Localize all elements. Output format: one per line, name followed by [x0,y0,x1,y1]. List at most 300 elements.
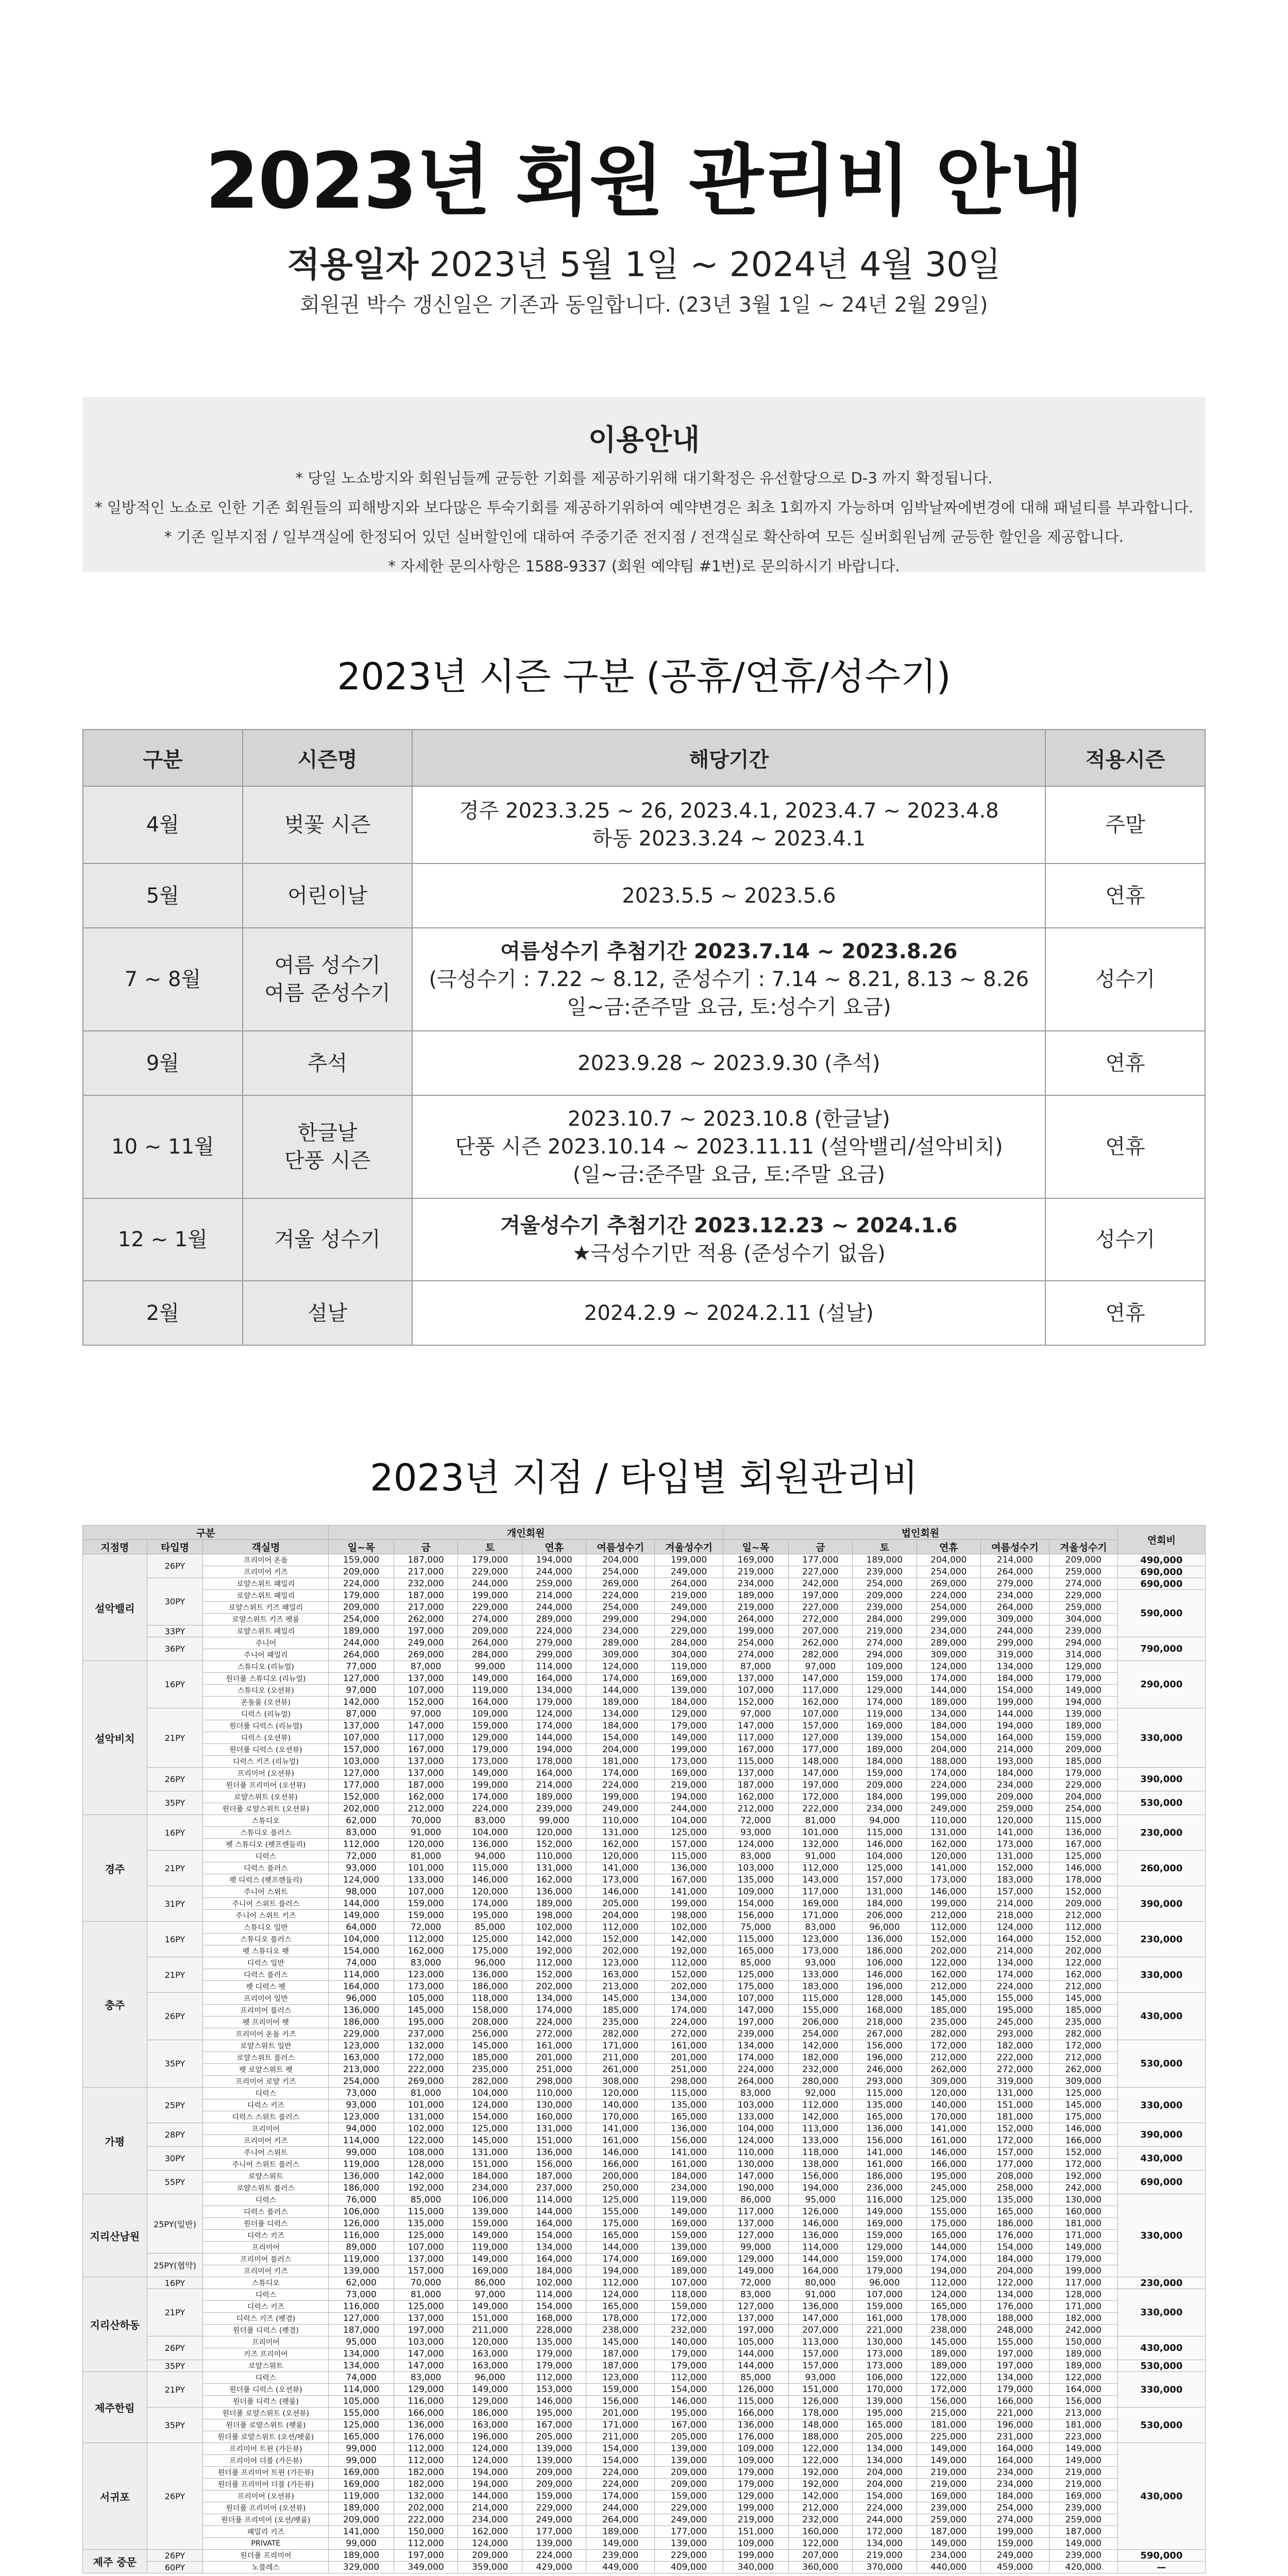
corporate-rate: 234,000 [917,1625,981,1637]
personal-rate: 202,000 [655,1981,723,1993]
personal-rate: 272,000 [655,2028,723,2040]
season-section-title: 2023년 시즌 구분 (공휴/연휴/성수기) [337,655,951,698]
personal-rate: 83,000 [329,1827,394,1839]
room-name: 로얄스위트 플러스 [203,2052,329,2064]
room-name: 프리미어 더블 (가든뷰) [203,2455,329,2467]
corporate-rate: 258,000 [981,2182,1049,2194]
room-name: 주니어 스위트 [203,1886,329,1898]
personal-rate: 144,000 [586,2242,655,2253]
personal-rate: 214,000 [522,1780,586,1791]
personal-rate: 149,000 [655,1732,723,1744]
personal-rate: 120,000 [394,1839,458,1851]
room-name: 온돌룸 (오션뷰) [203,1697,329,1708]
personal-rate: 234,000 [655,2182,723,2194]
corporate-rate: 152,000 [981,1862,1049,1874]
season-period-line: 2023.9.28 ~ 2023.9.30 (추석) [578,1051,880,1075]
corporate-rate: 254,000 [853,1578,917,1590]
personal-rate: 157,000 [329,1744,394,1756]
corporate-rate: 236,000 [853,2182,917,2194]
corporate-rate: 129,000 [723,2253,788,2265]
corporate-rate: 206,000 [853,1910,917,1922]
corporate-rate: 274,000 [981,2514,1049,2526]
corporate-rate: 234,000 [981,1780,1049,1791]
personal-rate: 152,000 [522,1839,586,1851]
rate-row [83,1673,1206,1685]
personal-rate: 174,000 [586,2490,655,2502]
personal-rate: 131,000 [586,1827,655,1839]
personal-rate: 282,000 [458,2076,522,2088]
corporate-rate: 165,000 [853,2111,917,2123]
personal-rate: 164,000 [522,1768,586,1780]
personal-rate: 224,000 [586,2479,655,2490]
room-name: 원더풀 프리미어 (오션/펫룸) [203,2514,329,2526]
usage-notice [82,397,1206,575]
room-name: 프리미어 키즈 [203,2135,329,2147]
personal-rate: 173,000 [586,1874,655,1886]
personal-rate: 136,000 [458,1839,522,1851]
personal-rate: 154,000 [522,2230,586,2242]
branch-name: 설악비치 [83,1661,147,1815]
corporate-rate: 219,000 [917,2467,981,2479]
season-row [83,1281,1205,1345]
corporate-rate: 212,000 [1049,2052,1117,2064]
personal-rate: 101,000 [394,2099,458,2111]
rate-row [83,1602,1206,1614]
corporate-rate: 157,000 [788,1720,853,1732]
rate-row [83,2455,1206,2467]
corporate-rate: 161,000 [853,2159,917,2171]
personal-rate: 141,000 [586,1862,655,1874]
corporate-rate: 172,000 [853,2526,917,2538]
corporate-rate: 274,000 [853,1637,917,1649]
personal-rate: 449,000 [586,2562,655,2573]
personal-rate: 99,000 [329,2455,394,2467]
room-type: 21PY [147,2289,203,2336]
corporate-rate: 112,000 [917,1922,981,1934]
rate-row [83,1768,1206,1780]
corporate-rate: 159,000 [853,2301,917,2313]
corporate-rate: 181,000 [1049,2218,1117,2230]
personal-rate: 102,000 [522,2277,586,2289]
room-type: 25PY [147,2088,203,2123]
corporate-rate: 293,000 [981,2028,1049,2040]
corporate-rate: 204,000 [1049,1791,1117,1803]
personal-rate: 289,000 [586,1637,655,1649]
room-type: 26PY [147,1993,203,2040]
room-name: 스튜디오 플러스 [203,1827,329,1839]
room-name: 프리미어 [203,2242,329,2253]
room-name: 원더풀 로얄스위트 (오션/펫룸) [203,2431,329,2443]
personal-rate: 159,000 [655,2490,723,2502]
corporate-rate: 171,000 [788,1910,853,1922]
season-table [82,729,1206,1346]
corporate-rate: 162,000 [723,1791,788,1803]
room-name: 프리미어 플러스 [203,2253,329,2265]
corporate-rate: 269,000 [917,1578,981,1590]
corporate-rate: 196,000 [853,2052,917,2064]
corporate-rate: 309,000 [917,1649,981,1661]
corporate-rate: 169,000 [853,1720,917,1732]
personal-rate: 118,000 [655,2289,723,2301]
annual-fee: 530,000 [1117,2040,1205,2088]
corporate-rate: 212,000 [917,1910,981,1922]
annual-fee: 390,000 [1117,1768,1205,1791]
corporate-rate: 164,000 [788,2265,853,2277]
personal-rate: 298,000 [522,2076,586,2088]
corporate-rate: 184,000 [981,1673,1049,1685]
personal-rate: 134,000 [522,1685,586,1697]
corporate-rate: 173,000 [917,1874,981,1886]
corporate-rate: 224,000 [917,1780,981,1791]
rate-sub-header-cell: 일~목 [723,1540,788,1554]
corporate-rate: 147,000 [788,1768,853,1780]
corporate-rate: 194,000 [917,2265,981,2277]
corporate-rate: 140,000 [917,2099,981,2111]
personal-rate: 147,000 [394,1720,458,1732]
season-period-line: 하동 2023.3.24 ~ 2023.4.1 [592,827,866,851]
rate-row [83,1791,1206,1803]
corporate-rate: 93,000 [788,1957,853,1969]
room-name: PRIVATE [203,2538,329,2550]
corporate-rate: 174,000 [917,2253,981,2265]
personal-rate: 136,000 [655,1862,723,1874]
corporate-rate: 222,000 [981,2052,1049,2064]
personal-rate: 134,000 [655,1993,723,2005]
personal-rate: 187,000 [522,2171,586,2182]
room-type: 30PY [147,2147,203,2171]
season-period-line: (일~금:준주말 요금, 토:주말 요금) [572,1163,885,1187]
room-name: 패밀리 키즈 [203,2526,329,2538]
personal-rate: 174,000 [458,1898,522,1910]
rate-sub-header-cell: 겨울성수기 [655,1540,723,1554]
personal-rate: 224,000 [522,2016,586,2028]
personal-rate: 239,000 [586,2550,655,2562]
personal-rate: 112,000 [586,2277,655,2289]
room-name: 디럭스 플러스 [203,1969,329,1981]
corporate-rate: 134,000 [981,1957,1049,1969]
personal-rate: 284,000 [458,1649,522,1661]
personal-rate: 174,000 [586,2253,655,2265]
personal-rate: 228,000 [522,2325,586,2336]
rate-header-fee: 연회비 [1117,1526,1205,1554]
corporate-rate: 172,000 [1049,2159,1117,2171]
personal-rate: 169,000 [329,2467,394,2479]
personal-rate: 151,000 [458,2313,522,2325]
corporate-rate: 141,000 [917,1862,981,1874]
personal-rate: 134,000 [586,1708,655,1720]
personal-rate: 107,000 [655,2277,723,2289]
personal-rate: 149,000 [458,2301,522,2313]
personal-rate: 139,000 [655,2538,723,2550]
personal-rate: 294,000 [655,1614,723,1625]
corporate-rate: 110,000 [723,2147,788,2159]
corporate-rate: 122,000 [788,2455,853,2467]
corporate-rate: 142,000 [788,2040,853,2052]
corporate-rate: 154,000 [917,1732,981,1744]
corporate-rate: 146,000 [853,1839,917,1851]
corporate-rate: 125,000 [917,2194,981,2206]
personal-rate: 189,000 [655,2265,723,2277]
corporate-rate: 254,000 [981,2502,1049,2514]
corporate-rate: 197,000 [723,2325,788,2336]
corporate-rate: 131,000 [917,1827,981,1839]
personal-rate: 178,000 [586,2313,655,2325]
personal-rate: 139,000 [655,2455,723,2467]
rate-row [83,2265,1206,2277]
corporate-rate: 280,000 [788,2076,853,2088]
rate-row [83,1851,1206,1862]
corporate-rate: 122,000 [1049,2372,1117,2384]
corporate-rate: 157,000 [853,1874,917,1886]
corporate-rate: 209,000 [1049,1554,1117,1566]
corporate-rate: 122,000 [917,1957,981,1969]
personal-rate: 184,000 [586,1720,655,1732]
room-type: 16PY [147,1661,203,1708]
rate-row [83,1898,1206,1910]
corporate-rate: 122,000 [981,2277,1049,2289]
corporate-rate: 172,000 [917,2384,981,2396]
personal-rate: 86,000 [458,2277,522,2289]
room-name: 디럭스 (오션뷰) [203,1732,329,1744]
corporate-rate: 284,000 [853,1614,917,1625]
personal-rate: 119,000 [329,2159,394,2171]
rate-row [83,1934,1206,1945]
corporate-rate: 239,000 [723,2028,788,2040]
room-type: 26PY [147,1554,203,1578]
corporate-rate: 229,000 [1049,1590,1117,1602]
rate-row [83,1815,1206,1827]
personal-rate: 156,000 [655,2135,723,2147]
corporate-rate: 155,000 [981,1993,1049,2005]
personal-rate: 162,000 [522,1874,586,1886]
notice-title: 이용안내 [588,423,700,457]
rate-header-personal: 개인회원 [329,1526,723,1540]
rate-sub-header-cell: 연휴 [522,1540,586,1554]
season-period [412,1031,1045,1095]
personal-rate: 144,000 [522,1732,586,1744]
corporate-rate: 150,000 [1049,2336,1117,2348]
corporate-rate: 209,000 [981,1791,1049,1803]
corporate-rate: 147,000 [723,1720,788,1732]
room-name: 디럭스 (리뉴얼) [203,1708,329,1720]
corporate-rate: 294,000 [1049,1637,1117,1649]
personal-rate: 244,000 [522,1566,586,1578]
personal-rate: 107,000 [394,2242,458,2253]
corporate-rate: 133,000 [788,2135,853,2147]
room-name: 주니어 [203,1637,329,1649]
personal-rate: 149,000 [655,2206,723,2218]
season-period [412,863,1045,928]
corporate-rate: 178,000 [917,2313,981,2325]
personal-rate: 161,000 [522,2040,586,2052]
personal-rate: 229,000 [522,2502,586,2514]
corporate-rate: 309,000 [917,2076,981,2088]
rate-row [83,2538,1206,2550]
rate-sub-header [83,1540,1206,1554]
personal-rate: 140,000 [655,2336,723,2348]
personal-rate: 213,000 [329,2064,394,2076]
corporate-rate: 254,000 [723,1637,788,1649]
season-applied: 연휴 [1045,863,1205,928]
personal-rate: 146,000 [655,2396,723,2408]
personal-rate: 105,000 [329,2396,394,2408]
corporate-rate: 204,000 [981,2265,1049,2277]
personal-rate: 172,000 [394,2052,458,2064]
corporate-rate: 113,000 [788,2123,853,2135]
personal-rate: 72,000 [394,1922,458,1934]
corporate-rate: 176,000 [723,2431,788,2443]
rate-row [83,2479,1206,2490]
personal-rate: 179,000 [655,2360,723,2372]
personal-rate: 201,000 [586,2408,655,2419]
personal-rate: 110,000 [586,1815,655,1827]
corporate-rate: 440,000 [917,2562,981,2573]
corporate-rate: 264,000 [723,2076,788,2088]
corporate-rate: 103,000 [723,2099,788,2111]
corporate-rate: 149,000 [723,2265,788,2277]
corporate-rate: 304,000 [1049,1614,1117,1625]
personal-rate: 159,000 [458,1720,522,1732]
corporate-rate: 195,000 [853,2408,917,2419]
personal-rate: 173,000 [458,1756,522,1768]
corporate-rate: 166,000 [1049,2135,1117,2147]
season-row [83,1095,1205,1198]
personal-rate: 179,000 [655,2348,723,2360]
personal-rate: 124,000 [329,1874,394,1886]
personal-rate: 167,000 [394,1744,458,1756]
corporate-rate: 249,000 [981,2550,1049,2562]
corporate-rate: 159,000 [1049,1732,1117,1744]
corporate-rate: 127,000 [723,2230,788,2242]
personal-rate: 224,000 [522,1625,586,1637]
corporate-rate: 173,000 [788,1945,853,1957]
corporate-rate: 204,000 [917,1554,981,1566]
personal-rate: 177,000 [329,1780,394,1791]
personal-rate: 73,000 [329,2289,394,2301]
corporate-rate: 135,000 [853,2099,917,2111]
personal-rate: 159,000 [522,2490,586,2502]
corporate-rate: 72,000 [723,1815,788,1827]
personal-rate: 204,000 [586,1910,655,1922]
corporate-rate: 115,000 [723,1756,788,1768]
personal-rate: 209,000 [655,2479,723,2490]
corporate-rate: 117,000 [723,2206,788,2218]
room-name: 원더풀 프리미어 [203,2550,329,2562]
room-name: 디럭스 일반 [203,1957,329,1969]
corporate-rate: 259,000 [1049,1566,1117,1578]
corporate-rate: 187,000 [1049,2526,1117,2538]
personal-rate: 201,000 [655,2052,723,2064]
personal-rate: 167,000 [655,1874,723,1886]
corporate-rate: 242,000 [1049,2325,1117,2336]
room-name: 주니어 스위트 [203,2147,329,2159]
room-type: 60PY [147,2562,203,2573]
corporate-rate: 169,000 [788,1898,853,1910]
personal-rate: 192,000 [655,1945,723,1957]
personal-rate: 114,000 [329,1969,394,1981]
corporate-rate: 115,000 [1049,1815,1117,1827]
room-name: 원더풀 디럭스 (리뉴얼) [203,1720,329,1732]
personal-rate: 85,000 [458,1922,522,1934]
corporate-rate: 124,000 [917,1661,981,1673]
season-row [83,786,1205,863]
personal-rate: 81,000 [394,1851,458,1862]
personal-rate: 186,000 [458,2408,522,2419]
personal-rate: 72,000 [329,1851,394,1862]
corporate-rate: 97,000 [788,1661,853,1673]
corporate-rate: 117,000 [788,1886,853,1898]
corporate-rate: 114,000 [788,2242,853,2253]
personal-rate: 261,000 [586,2064,655,2076]
corporate-rate: 239,000 [1049,1625,1117,1637]
corporate-rate: 172,000 [917,2040,981,2052]
rate-row [83,1886,1206,1898]
corporate-rate: 75,000 [723,1922,788,1934]
personal-rate: 142,000 [329,1697,394,1708]
apply-note: 회원권 박수 갱신일은 기존과 동일합니다. (23년 3월 1일 ~ 24년 2월 29일) [300,293,988,317]
rate-row [83,2206,1206,2218]
corporate-rate: 215,000 [917,2408,981,2419]
personal-rate: 99,000 [522,1815,586,1827]
apply-period [0,237,1288,286]
personal-rate: 177,000 [522,2526,586,2538]
personal-rate: 125,000 [458,1934,522,1945]
rate-sub-header-cell: 여름성수기 [981,1540,1049,1554]
personal-rate: 199,000 [655,1554,723,1566]
season-header-period: 해당기간 [412,730,1045,786]
personal-rate: 124,000 [458,2443,522,2455]
corporate-rate: 185,000 [917,2005,981,2016]
branch-name: 제주 중문 [83,2550,147,2573]
corporate-rate: 122,000 [788,2443,853,2455]
personal-rate: 229,000 [329,2028,394,2040]
personal-rate: 249,000 [394,1637,458,1649]
personal-rate: 189,000 [586,2526,655,2538]
personal-rate: 199,000 [458,1780,522,1791]
corporate-rate: 235,000 [917,2016,981,2028]
corporate-rate: 164,000 [981,1934,1049,1945]
corporate-rate: 126,000 [723,2384,788,2396]
room-name: 로얄스위트 일반 [203,2040,329,2052]
personal-rate: 107,000 [394,1685,458,1697]
personal-rate: 176,000 [394,2431,458,2443]
personal-rate: 237,000 [394,2028,458,2040]
personal-rate: 135,000 [522,2336,586,2348]
rate-row [83,2147,1206,2159]
corporate-rate: 154,000 [723,1898,788,1910]
personal-rate: 110,000 [522,1851,586,1862]
personal-rate: 93,000 [329,2099,394,2111]
rate-sub-header-cell: 금 [394,1540,458,1554]
room-name: 디럭스 [203,2088,329,2099]
season-applied: 성수기 [1045,1198,1205,1281]
personal-rate: 186,000 [458,1981,522,1993]
room-type: 25PY(협약) [147,2253,203,2277]
corporate-rate: 112,000 [917,2277,981,2289]
room-type: 33PY [147,1625,203,1637]
corporate-rate: 151,000 [788,2384,853,2396]
personal-rate: 201,000 [522,2052,586,2064]
personal-rate: 161,000 [655,2040,723,2052]
personal-rate: 209,000 [458,1625,522,1637]
corporate-rate: 181,000 [917,2419,981,2431]
personal-rate: 164,000 [329,1981,394,1993]
rate-row [83,2230,1206,2242]
personal-rate: 194,000 [522,1554,586,1566]
personal-rate: 73,000 [329,2088,394,2099]
personal-rate: 308,000 [586,2076,655,2088]
room-name: 프리미어 온돌 키즈 [203,2028,329,2040]
